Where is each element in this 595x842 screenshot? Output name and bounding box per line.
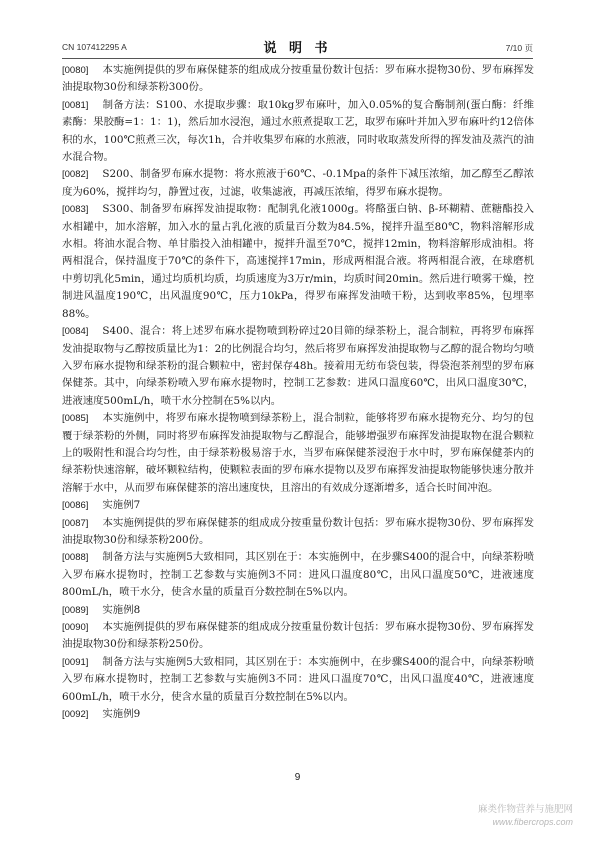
watermark-site-name: 麻类作物营养与施肥网 bbox=[477, 804, 573, 815]
paragraph bbox=[62, 201, 534, 323]
paragraph bbox=[62, 654, 534, 706]
publication-number: CN 107412295 A bbox=[62, 42, 127, 52]
paragraph-number: [0082] bbox=[62, 169, 89, 181]
paragraph-text: S300、制备罗布麻挥发油提取物：配制乳化液1000g。将酪蛋白钠、β-环糊精、蔗糖酯投入水相罐中，加水溶解，加入水的量占乳化液的质量百分数为84.5%，搅拌升温至80℃，物料溶解形成水相。将油水混合物、单甘脂投入油相罐中，搅拌升温至70℃，搅拌12min，物料溶解形成油相。将两相混合，保持温度于70℃的条件下，高速搅拌17min，形成两相混合液。将两相混合液，在球磨机中剪切乳化5min，通过均质机均质，均质速度为3万r/min，均质时间20min。然后进行喷雾干燥，控制进风温度190℃，出风温度90℃，压力10kPa，得罗布麻挥发油喷干粉，达到收率85%，包埋率88%。 bbox=[62, 203, 534, 320]
paragraph-text: 本实施例提供的罗布麻保健茶的组成成分按重量份数计包括：罗布麻水提物30份、罗布麻挥发油提取物30份和绿茶粉250份。 bbox=[62, 621, 534, 651]
paragraph-text: 实施例8 bbox=[102, 603, 141, 616]
paragraph-number: [0090] bbox=[62, 622, 89, 633]
paragraph-number: [0085] bbox=[62, 413, 89, 425]
header-rule bbox=[62, 58, 533, 59]
paragraph bbox=[62, 549, 534, 601]
paragraph bbox=[62, 323, 534, 410]
paragraph-text: 制备方法与实施例5大致相同，其区别在于：本实施例中，在步骤S400的混合中，向绿茶粉喷入罗布麻水提物时，控制工艺参数与实施例3不同：进风口温度80℃，出风口温度50℃，进液速度800mL/h，喷干水分，使含水量的质量百分数控制在5%以内。 bbox=[62, 551, 534, 599]
paragraph bbox=[62, 706, 534, 723]
page-header bbox=[62, 36, 533, 56]
page-of-total: 7/10 页 bbox=[505, 43, 533, 53]
paragraph-number: [0088] bbox=[62, 552, 89, 564]
paragraph-text: 本实施例提供的罗布麻保健茶的组成成分按重量份数计包括：罗布麻水提物30份、罗布麻挥发油提取物30份和绿茶粉200份。 bbox=[62, 516, 534, 546]
paragraph bbox=[62, 166, 534, 201]
paragraph-number: [0091] bbox=[62, 656, 89, 668]
paragraph-number: [0092] bbox=[62, 709, 89, 721]
document-body bbox=[62, 62, 534, 723]
watermark-url: www.fibercrops.com bbox=[492, 817, 573, 827]
document-title: 说 明 书 bbox=[263, 41, 332, 56]
paragraph bbox=[62, 97, 534, 167]
paragraph bbox=[62, 619, 534, 654]
paragraph bbox=[62, 410, 534, 497]
paragraph-text: 本实施例提供的罗布麻保健茶的组成成分按重量份数计包括：罗布麻水提物30份、罗布麻挥发油提取物30份和绿茶粉300份。 bbox=[62, 64, 534, 94]
paragraph-number: [0086] bbox=[62, 500, 89, 512]
paragraph-text: 制备方法与实施例5大致相同，其区别在于：本实施例中，在步骤S400的混合中，向绿茶粉喷入罗布麻水提物时，控制工艺参数与实施例3不同：进风口温度70℃，出风口温度40℃，进液速度600mL/h，喷干水分，使含水量的质量百分数控制在5%以内。 bbox=[62, 655, 534, 703]
paragraph-text: S200、制备罗布麻水提物：将水煎液于60℃、-0.1Mpa的条件下减压浓缩，加乙醇至乙醇浓度为60%，搅拌均匀，静置过夜，过滤，收集滤液，再减压浓缩，得罗布麻水提物。 bbox=[62, 168, 534, 198]
paragraph-number: [0083] bbox=[62, 204, 89, 216]
paragraph-text: 本实施例中，将罗布麻水提物喷到绿茶粉上，混合制粒，能够将罗布麻水提物充分、均匀的包覆于绿茶粉的外侧，同时将罗布麻挥发油提取物与乙醇混合，能够增强罗布麻挥发油提取物在混合颗粒上的吸附性和混合均匀性，由于绿茶粉极易溶于水，当罗布麻保健茶浸泡于水中时，罗布麻保健茶内的绿茶粉快速溶解，破坏颗粒结构，使颗粒表面的罗布麻水提物以及罗布麻挥发油提取物能够快速分散并溶解于水中，从而罗布麻保健茶的溶出速度快，且溶出的有效成分逐渐增多，适合长时间冲泡。 bbox=[62, 412, 534, 494]
paragraph-number: [0087] bbox=[62, 517, 89, 529]
paragraph-text: 制备方法：S100、水提取步骤：取10kg罗布麻叶，加入0.05%的复合酶制剂(蛋白酶：纤维素酶：果胶酶=1：1：1)，然后加水浸泡，通过水煎煮提取工艺，取罗布麻叶并加入罗布麻叶约12倍体积的水，100℃煎煮三次，每次1h，合并收集罗布麻的水煎液，同时收取蒸发所得的挥发油及蒸汽的油水混合物。 bbox=[62, 98, 534, 164]
watermark bbox=[478, 804, 573, 828]
paragraph-number: [0081] bbox=[62, 99, 89, 111]
paragraph bbox=[62, 62, 534, 97]
paragraph-text: S400、混合：将上述罗布麻水提物喷到粉碎过20目筛的绿茶粉上，混合制粒，再将罗布麻挥发油提取物与乙醇按质量比为1：2的比例混合均匀，然后将罗布麻挥发油提取物与乙醇的混合物均匀喷入罗布麻水提物和绿茶粉的混合颗粒中，密封保存48h。接着用无纺布袋包装，得袋泡茶剂型的罗布麻保健茶。其中，向绿茶粉喷入罗布麻水提物时，控制工艺参数：进风口温度60℃，出风口温度30℃，进液速度500mL/h，喷干水分控制在5%以内。 bbox=[62, 325, 534, 407]
paragraph-text: 实施例7 bbox=[102, 499, 141, 512]
paragraph-text: 实施例9 bbox=[102, 708, 141, 721]
paragraph bbox=[62, 515, 534, 550]
paragraph bbox=[62, 497, 534, 514]
paragraph-number: [0084] bbox=[62, 326, 89, 338]
page-number: 9 bbox=[294, 772, 301, 783]
paragraph-number: [0089] bbox=[62, 604, 89, 616]
paragraph bbox=[62, 602, 534, 619]
paragraph-number: [0080] bbox=[62, 65, 89, 76]
